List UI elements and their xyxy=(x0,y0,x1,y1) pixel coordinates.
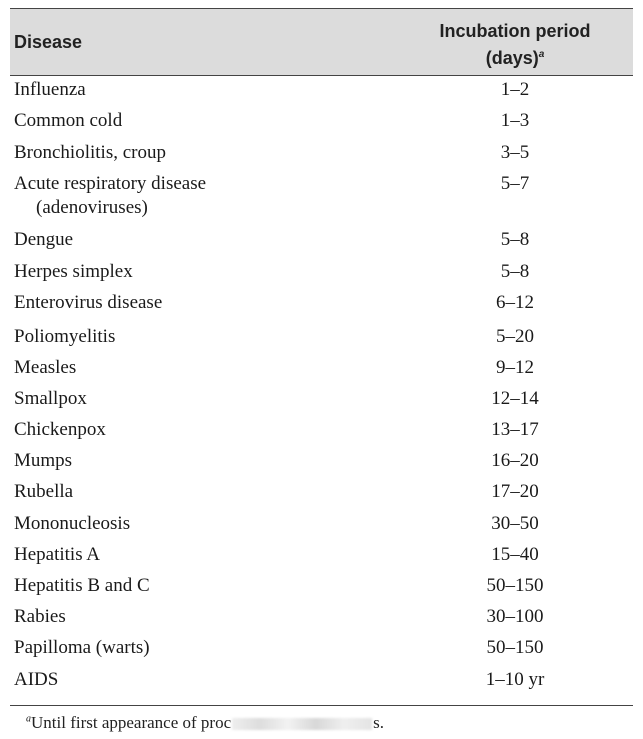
disease-cell xyxy=(14,449,72,473)
disease-name-continuation: (adenoviruses) xyxy=(36,197,148,218)
blurred-text xyxy=(232,718,372,730)
incubation-period-cell: 12–14 xyxy=(491,388,539,409)
table-header xyxy=(10,8,633,76)
disease-cell xyxy=(14,325,115,349)
disease-cell xyxy=(14,228,73,252)
table-footnote xyxy=(26,713,384,733)
header-incubation-period xyxy=(390,20,640,70)
incubation-period-cell: 15–40 xyxy=(491,544,539,565)
disease-cell xyxy=(14,480,73,504)
disease-cell xyxy=(14,109,122,133)
disease-cell xyxy=(14,387,87,411)
disease-name: Mononucleosis xyxy=(14,513,131,534)
incubation-period-cell: 17–20 xyxy=(491,481,539,502)
incubation-period-cell: 5–8 xyxy=(500,261,530,282)
disease-name: AIDS xyxy=(14,669,59,690)
disease-cell xyxy=(14,291,162,315)
disease-name: Mumps xyxy=(14,450,73,471)
disease-name: Enterovirus disease xyxy=(14,292,163,313)
disease-cell xyxy=(14,78,86,102)
header-incubation-line2: (days)$^a$ xyxy=(485,48,545,68)
table-bottom-rule xyxy=(10,705,633,706)
disease-name: Rubella xyxy=(14,481,74,502)
disease-name: Rabies xyxy=(14,606,66,627)
footnote-superscript: a xyxy=(26,713,31,725)
disease-name: Hepatitis B and C xyxy=(14,575,150,596)
incubation-period-cell: 9–12 xyxy=(496,357,534,378)
header-incubation-line1: Incubation period xyxy=(439,21,591,41)
disease-cell xyxy=(14,260,133,284)
disease-name: Hepatitis A xyxy=(14,544,101,565)
disease-name: Measles xyxy=(14,357,77,378)
incubation-period-cell: 5–8 xyxy=(500,229,530,250)
disease-cell xyxy=(14,605,66,629)
incubation-table xyxy=(10,8,633,690)
footnote-text-start: Until first appearance of proc xyxy=(31,713,232,732)
disease-name: Papilloma (warts) xyxy=(14,637,150,658)
footnote-text-end: s. xyxy=(373,713,385,732)
disease-name: Herpes simplex xyxy=(14,261,133,282)
incubation-period-cell: 50–150 xyxy=(486,575,544,596)
disease-cell xyxy=(14,141,166,165)
disease-name: Bronchiolitis, croup xyxy=(14,142,166,163)
incubation-period-cell: 50–150 xyxy=(486,637,544,658)
disease-cell xyxy=(14,636,150,660)
header-disease: Disease xyxy=(14,32,83,52)
disease-cell xyxy=(14,418,106,442)
incubation-period-cell: 5–20 xyxy=(496,326,534,347)
disease-cell xyxy=(14,668,58,692)
incubation-period-cell: 30–100 xyxy=(486,606,544,627)
incubation-period-cell: 13–17 xyxy=(491,419,539,440)
disease-cell xyxy=(14,172,206,220)
incubation-period-cell: 16–20 xyxy=(491,450,539,471)
footnote-marker: a xyxy=(538,49,545,60)
disease-name: Acute respiratory disease xyxy=(14,173,207,194)
incubation-period-cell: 1–10 yr xyxy=(485,669,545,690)
disease-name: Dengue xyxy=(14,229,74,250)
disease-name: Influenza xyxy=(14,79,86,100)
disease-name: Common cold xyxy=(14,110,123,131)
disease-name: Smallpox xyxy=(14,388,87,409)
disease-name: Chickenpox xyxy=(14,419,106,440)
incubation-period-cell: 30–50 xyxy=(491,513,539,534)
disease-cell xyxy=(14,512,130,536)
incubation-period-cell: 3–5 xyxy=(500,142,530,163)
disease-name: Poliomyelitis xyxy=(14,326,116,347)
disease-cell xyxy=(14,356,76,380)
disease-cell xyxy=(14,574,150,598)
incubation-period-cell: 5–7 xyxy=(500,173,530,194)
incubation-period-cell: 6–12 xyxy=(496,292,534,313)
disease-cell xyxy=(14,543,100,567)
incubation-period-cell: 1–2 xyxy=(500,79,530,100)
incubation-period-cell: 1–3 xyxy=(500,110,530,131)
